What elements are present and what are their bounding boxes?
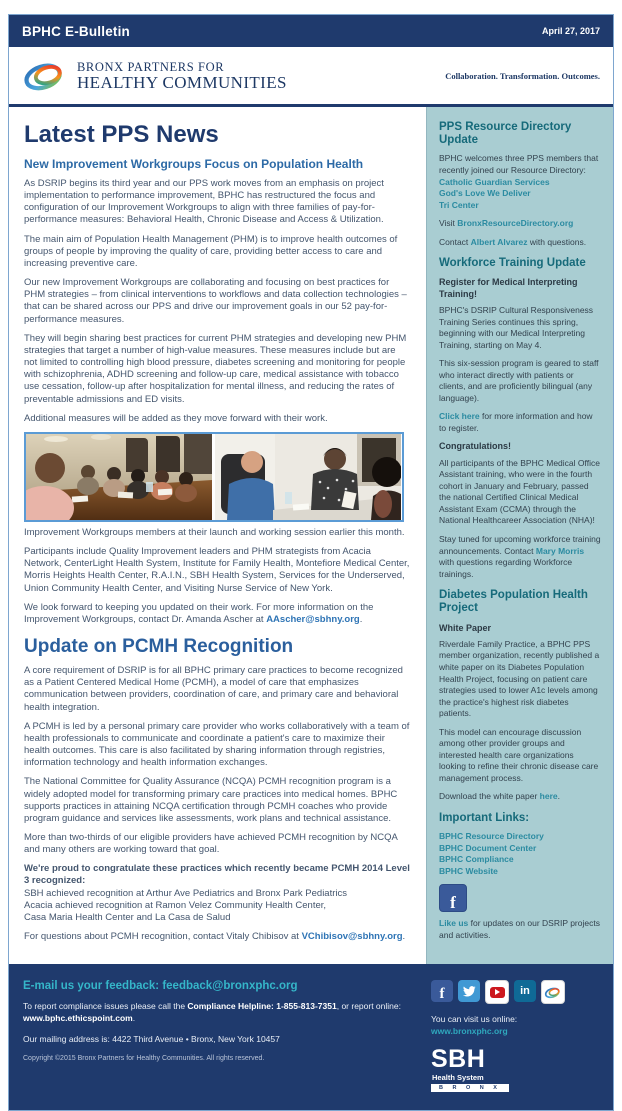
twitter-icon[interactable] bbox=[458, 980, 480, 1002]
text-link[interactable]: here bbox=[539, 791, 558, 802]
text-segment: www.bphc.ethicspoint.com bbox=[23, 1013, 133, 1024]
text-segment: BPHC welcomes three PPS members that recently joined our Resource Directory: bbox=[439, 153, 599, 175]
text-link[interactable]: BPHC Resource Directory bbox=[439, 831, 544, 842]
text-segment: . bbox=[402, 931, 406, 943]
issue-date: April 27, 2017 bbox=[541, 26, 600, 36]
text-segment: The main aim of Population Health Management (PHM) is to improve health outcomes of groups of people by improving the quality of care, providing better access to care and increasing preventive care. bbox=[24, 233, 398, 269]
sidebar-subheading: Register for Medical Interpreting Training! bbox=[439, 277, 578, 299]
sidebar-heading: Workforce Training Update bbox=[439, 257, 586, 270]
bphc-swirl-glyph bbox=[544, 985, 562, 1000]
copyright-line: Copyright ©2015 Bronx Partners for Healthy Communities. All rights reserved. bbox=[23, 1054, 265, 1062]
text-segment: . bbox=[132, 1013, 136, 1024]
sidebar-subheading: Congratulations! bbox=[439, 441, 511, 452]
youtube-icon[interactable] bbox=[485, 980, 509, 1004]
text-segment: Additional measures will be added as they move forward with their work. bbox=[24, 412, 328, 424]
text-segment: As DSRIP begins its third year and our PPS work moves from an emphasis on project implementation to performance improvement, BPHC has restructured the focus and configuration of our Improvement Workgroups to align with three families of pay-for-performance measures: Behavioral Health, Chronic Disease and Access & Utilization. bbox=[24, 178, 384, 226]
compliance-line bbox=[23, 1001, 413, 1025]
text-segment: For questions about PCMH recognition, contact Vitaly Chibisov at bbox=[24, 931, 302, 943]
sidebar-paragraph bbox=[439, 411, 601, 434]
org-tagline: Collaboration. Transformation. Outcomes. bbox=[445, 71, 600, 81]
bphc-logo-icon[interactable] bbox=[541, 980, 565, 1004]
bphc-swirl-logo-icon bbox=[22, 57, 68, 95]
text-segment: for more information and how to register. bbox=[439, 411, 593, 433]
text-segment: Riverdale Family Practice, a BPHC PPS member organization, recently published a white paper on its Diabetes Population Health Project, focusing on patient care strategies used to lower A1c levels among the practice's highest risk diabetes patients. bbox=[439, 638, 600, 719]
paragraph bbox=[24, 413, 411, 425]
facebook-icon[interactable] bbox=[439, 884, 467, 912]
text-segment: The National Committee for Quality Assurance (NCQA) PCMH recognition program is a widely adopted model for transforming primary care practices into medical homes. BPHC supports practices in attaining NCQA certification through PCMH coaches who provide program guidance and services like assessments, work plans and technical assistance. bbox=[24, 776, 398, 824]
text-link[interactable]: Click here bbox=[439, 411, 480, 422]
text-link[interactable]: BronxResourceDirectory.org bbox=[457, 218, 574, 229]
paragraph bbox=[24, 832, 411, 856]
text-segment: To report compliance issues please call the bbox=[23, 1001, 188, 1012]
text-link[interactable]: Albert Alvarez bbox=[470, 236, 528, 247]
text-segment: , or report online: bbox=[336, 1001, 401, 1012]
org-name-line1: BRONX PARTNERS FOR bbox=[77, 59, 225, 74]
text-segment: We look forward to keeping you updated on their work. For more information on the Improvement Workgroups, contact Dr. Amanda Ascher at bbox=[24, 601, 374, 625]
sbh-logo-name: SBH bbox=[431, 1045, 486, 1074]
sidebar-blocks bbox=[439, 121, 601, 877]
paragraph bbox=[24, 234, 411, 270]
content-row bbox=[9, 107, 613, 964]
text-link[interactable]: Mary Morris bbox=[535, 545, 585, 556]
youtube-play-glyph bbox=[490, 987, 505, 998]
footer-left bbox=[23, 980, 413, 1092]
paragraph bbox=[24, 721, 411, 770]
sidebar-paragraph bbox=[439, 791, 601, 803]
text-segment: Download the white paper bbox=[439, 791, 540, 802]
facebook-f-glyph: f bbox=[439, 986, 445, 1003]
workgroup-photos bbox=[24, 432, 404, 522]
email-body bbox=[8, 14, 614, 1111]
feedback-link[interactable]: E-mail us your feedback: feedback@bronxphc.org bbox=[23, 980, 298, 993]
visit-label: You can visit us online: bbox=[431, 1014, 518, 1025]
text-link[interactable]: Catholic Guardian Services bbox=[439, 176, 550, 187]
footer bbox=[9, 964, 613, 1110]
text-segment: Visit bbox=[439, 218, 458, 229]
paragraph bbox=[24, 863, 411, 924]
sidebar-paragraph bbox=[439, 831, 601, 877]
text-segment: . bbox=[557, 791, 560, 802]
sidebar-like-paragraph bbox=[439, 918, 601, 941]
sidebar-heading: PPS Resource Directory Update bbox=[439, 121, 572, 147]
paragraph bbox=[24, 931, 411, 943]
text-link[interactable]: VChibisov@sbhny.org bbox=[301, 931, 403, 943]
linkedin-in-glyph: in bbox=[520, 985, 530, 998]
paragraph bbox=[24, 665, 411, 714]
text-link[interactable]: BPHC Compliance bbox=[439, 854, 514, 865]
sbh-logo-borough: B R O N X bbox=[431, 1084, 509, 1092]
article2-heading: Update on PCMH Recognition bbox=[24, 636, 294, 658]
article1-paragraphs bbox=[24, 178, 411, 425]
text-segment: SBH achieved recognition at Arthur Ave Pediatrics and Bronx Park Pediatrics bbox=[24, 887, 347, 899]
sidebar-paragraph bbox=[439, 534, 601, 580]
sidebar-paragraph bbox=[439, 358, 601, 404]
paragraph bbox=[24, 277, 411, 326]
text-segment: Contact bbox=[439, 236, 471, 247]
sidebar-heading: Important Links: bbox=[439, 811, 530, 824]
sidebar-paragraph bbox=[439, 218, 601, 230]
text-segment: All participants of the BPHC Medical Office Assistant training, who were in the fourth cohort in January and February, passed the national Certified Clinical Medical Assistant Exam (CCMA) through the National Healthcareer Association (NHA)! bbox=[439, 457, 600, 526]
text-segment: Acacia achieved recognition at Ramon Velez Community Health Center, bbox=[24, 899, 327, 911]
text-segment: Our new Improvement Workgroups are collaborating and focusing on best practices for PHM strategies – from clinical interventions to workflows and data collection technologies – that can be shared across our PPS and drive our improvement goals in our 52 pay-for-performance measures. bbox=[24, 277, 407, 325]
text-segment: A PCMH is led by a personal primary care provider who works collaboratively with a team of health professionals to communicate and coordinate a patient's care to maximize their health outcomes. This care is also facilitated by sharing information through registries, information technology and health information exchanges. bbox=[24, 720, 410, 769]
text-segment: Compliance Helpline: 1-855-813-7351 bbox=[187, 1001, 337, 1012]
sidebar-heading: Diabetes Population Health Project bbox=[439, 589, 588, 615]
main-column bbox=[9, 107, 426, 964]
sidebar-paragraph bbox=[439, 237, 601, 249]
paragraph bbox=[24, 333, 411, 406]
sidebar-paragraph bbox=[439, 727, 601, 785]
page-title: Latest PPS News bbox=[24, 121, 219, 148]
workgroup-photo-left bbox=[26, 434, 212, 520]
text-segment: More than two-thirds of our eligible providers have achieved PCMH recognition by NCQA and many others are working toward that goal. bbox=[24, 831, 398, 856]
text-segment: Participants include Quality Improvement leaders and PHM strategists from Acacia Network, CenterLight Health System, Institute for Family Health, Montefiore Medical Center, Morris Heights Health Center, R.A.I.N., SBH Health System, Services for the Underserved, Union Community Health Center, and Visiting Nurse Service of New York. bbox=[24, 546, 410, 594]
sidebar bbox=[426, 107, 613, 964]
sidebar-paragraph bbox=[439, 639, 601, 720]
text-link[interactable]: BPHC Website bbox=[439, 865, 498, 876]
facebook-f-glyph: f bbox=[450, 893, 456, 913]
sidebar-paragraph bbox=[439, 153, 601, 211]
bulletin-title: BPHC E-Bulletin bbox=[22, 23, 131, 39]
org-name-line2: HEALTHY COMMUNITIES bbox=[77, 72, 287, 92]
facebook-icon[interactable] bbox=[431, 980, 453, 1002]
article1-heading: New Improvement Workgroups Focus on Population Health bbox=[24, 157, 364, 171]
text-segment: Stay tuned for upcoming workforce training announcements. Contact bbox=[439, 533, 601, 556]
text-segment: They will begin sharing best practices for current PHM strategies and developing new PHM strategies that target a number of high-value measures. These measures include but are not limited to controlling high blood pressure, diabetes screening and monitoring for people with schizophrenia, ADHD screening and follow-up care, medical assistance with tobacco use cessation, follow-up after hospitalization for mental illness, and reducing the rates of preventable admissions and ED visits. bbox=[24, 332, 407, 405]
paragraph bbox=[24, 546, 411, 595]
text-link[interactable]: Tri Center bbox=[439, 199, 479, 210]
paragraph bbox=[24, 776, 411, 825]
text-link[interactable]: BPHC Document Center bbox=[439, 842, 537, 853]
text-segment: . bbox=[359, 613, 363, 625]
masthead bbox=[9, 47, 613, 107]
text-segment: with questions regarding Workforce trainings. bbox=[439, 557, 573, 579]
sidebar-paragraph bbox=[439, 305, 601, 351]
paragraph bbox=[24, 602, 411, 626]
text-segment: This six-session program is geared to staff who interact directly with patients or clients, and are proficiently bilingual (any language). bbox=[439, 358, 599, 403]
text-link[interactable]: God's Love We Deliver bbox=[439, 188, 531, 199]
sbh-logo bbox=[431, 1045, 599, 1092]
footer-right bbox=[431, 980, 599, 1092]
sbh-logo-tagline: Health System bbox=[432, 1072, 484, 1082]
text-segment: We're proud to congratulate these practices which recently became PCMH 2014 Level 3 recognized: bbox=[24, 863, 410, 887]
mailing-address: Our mailing address is: 4422 Third Avenue • Bronx, New York 10457 bbox=[23, 1034, 280, 1044]
article2-paragraphs bbox=[24, 665, 411, 943]
visit-url-link[interactable]: www.bronxphc.org bbox=[431, 1026, 508, 1037]
article1-paragraphs-after-photo bbox=[24, 546, 411, 626]
sidebar-paragraph bbox=[439, 458, 601, 527]
text-link[interactable]: AAscher@sbhny.org bbox=[266, 613, 360, 625]
sidebar-subheading: White Paper bbox=[439, 622, 492, 633]
top-bar bbox=[9, 15, 613, 47]
text-link[interactable]: Like us bbox=[439, 918, 469, 929]
linkedin-icon[interactable] bbox=[514, 980, 536, 1002]
workgroup-photo-right bbox=[215, 434, 401, 520]
text-segment: Casa Maria Health Center and La Casa de Salud bbox=[24, 911, 231, 923]
text-segment: for updates on our DSRIP projects and activities. bbox=[439, 918, 600, 940]
text-segment: with questions. bbox=[527, 236, 587, 247]
text-segment: A core requirement of DSRIP is for all BPHC primary care practices to become recognized as a Patient Centered Medical Home (PCMH), a model of care that emphasizes communication between providers, coordination of care, and primary care and behavioral health integration. bbox=[24, 665, 403, 713]
photo-caption: Improvement Workgroups members at their launch and working session earlier this month. bbox=[24, 526, 405, 538]
text-segment: BPHC's DSRIP Cultural Responsiveness Training Series continues this spring, beginning with our Medical Interpreting Training, starting on May 4. bbox=[439, 304, 594, 350]
social-icons bbox=[431, 980, 599, 1004]
twitter-bird-glyph bbox=[461, 983, 477, 999]
brand-lockup bbox=[22, 57, 287, 95]
paragraph bbox=[24, 178, 411, 227]
org-name bbox=[77, 61, 287, 92]
text-segment: This model can encourage discussion among other provider groups and interested health care organizations looking to refine their chronic disease care management process. bbox=[439, 726, 599, 783]
